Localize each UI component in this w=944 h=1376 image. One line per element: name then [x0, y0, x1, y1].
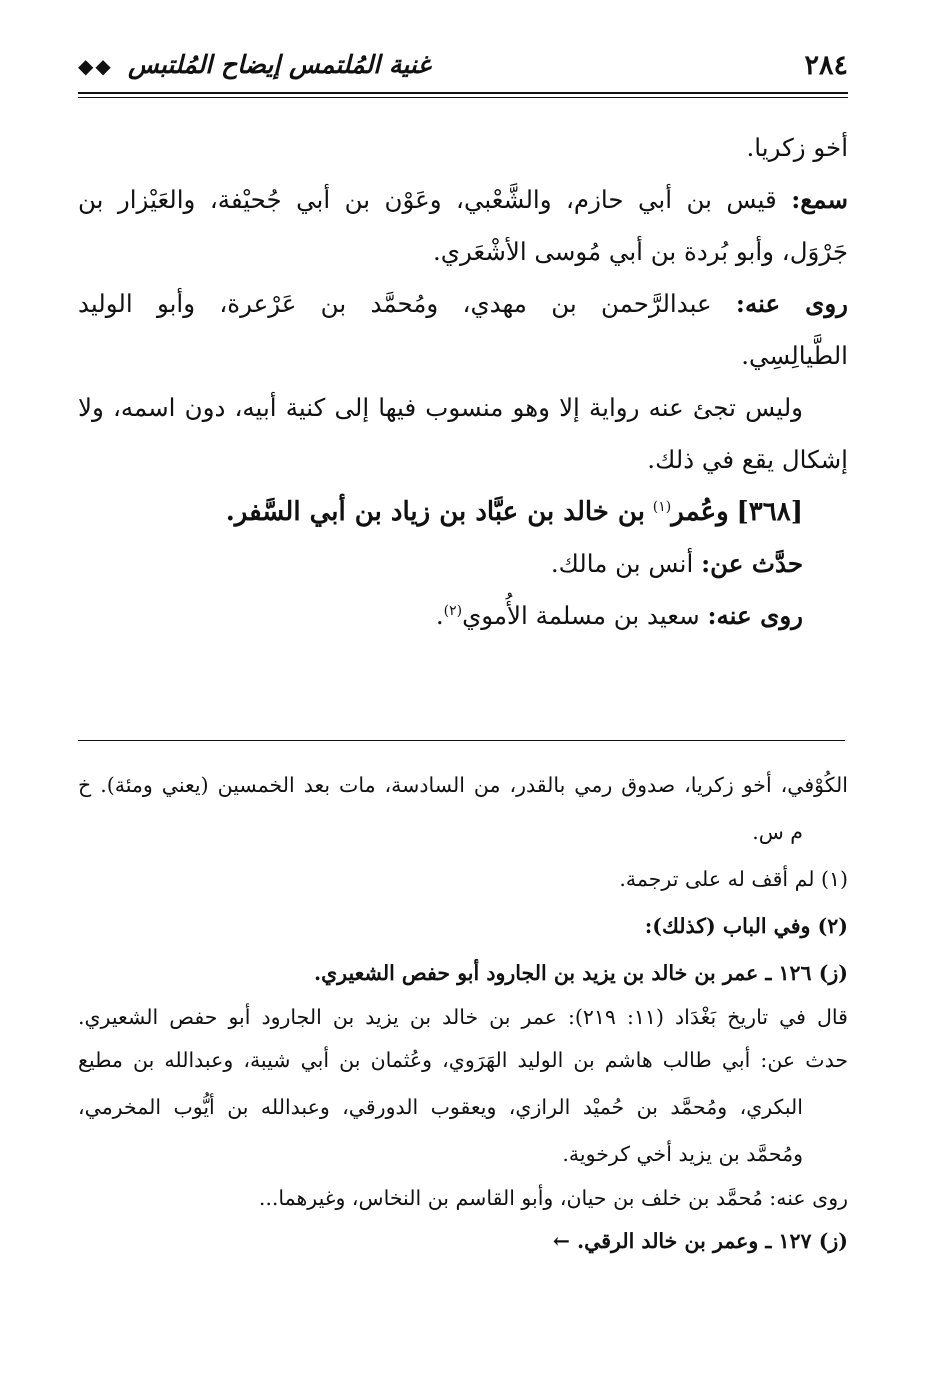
- footnote-2: (٢) وفي الباب (كذلك):: [644, 914, 848, 938]
- footnote-divider: [78, 740, 845, 741]
- footnote-line: روى عنه: مُحمَّد بن خلف بن حيان، وأبو القاسم بن النخاس، وغيرهما...: [258, 1186, 848, 1210]
- footnote-entry: (ز) ١٢٦ ـ عمر بن خالد بن يزيد بن الجارود أبو حفص الشعيري.: [313, 961, 848, 985]
- diamond-ornament-icon: ◆◆: [78, 54, 113, 78]
- footnotes: [78, 762, 848, 1265]
- header-rule-thin: [78, 97, 848, 98]
- footnote-line: قال في تاريخ بَغْدَاد (١١: ٢١٩): عمر بن خالد بن يزيد بن الجارود أبو حفص الشعيري.: [78, 1005, 848, 1029]
- text-line: روى عنه: عبدالرَّحمن بن مهدي، ومُحمَّد بن عَرْعرة، وأبو الوليد: [78, 289, 848, 318]
- text-line: وليس تجئ عنه رواية إلا وهو منسوب فيها إلى كنية أبيه، دون اسمه، ولا: [78, 393, 803, 422]
- entry-name: وعُمر: [671, 497, 729, 527]
- main-text: [78, 122, 848, 642]
- running-title: غنية المُلتمس إيضاح المُلتبس: [128, 50, 431, 79]
- text-line: روى عنه: سعيد بن مسلمة الأُموي$^{(٢)}$.: [435, 601, 803, 630]
- text-line: سمع: قيس بن أبي حازم، والشَّعْبي، وعَوْن بن أبي جُحيْفة، والعَيْزار بن: [78, 185, 848, 214]
- footnote-1: (١) لم أقف له على ترجمة.: [619, 867, 848, 891]
- text-line: أخو زكريا.: [746, 133, 848, 162]
- footnote-line: البكري، ومُحمَّد بن حُميْد الرازي، ويعقوب الدورقي، وعبدالله بن أيُّوب المخرمي،: [78, 1095, 803, 1119]
- field-label: روى عنه:: [735, 289, 848, 318]
- text-line: إشكال يقع في ذلك.: [647, 445, 848, 474]
- footnote-ref[interactable]: (١): [652, 498, 672, 515]
- entry-heading: [٣٦٨] وعُمر$^{(١)}$ بن خالد بن عبَّاد بن زياد بن أبي السَّفر.: [225, 497, 803, 527]
- footnote-line: م س.: [752, 820, 803, 844]
- entry-number: [٣٦٨]: [736, 497, 803, 527]
- footnote-ref[interactable]: (٢): [443, 602, 463, 619]
- field-label: سمع:: [791, 185, 848, 214]
- text-line: حدَّث عن: أنس بن مالك.: [550, 549, 803, 578]
- footnote-entry: (ز) ١٢٧ ـ وعمر بن خالد الرقي. ←: [552, 1229, 848, 1253]
- footnote-line: ومُحمَّد بن يزيد أخي كرخوية.: [562, 1142, 803, 1166]
- header-rule: [78, 92, 848, 94]
- footnote-line: الكُوْفي، أخو زكريا، صدوق رمي بالقدر، من السادسة، مات بعد الخمسين (يعني ومئة). خ: [78, 773, 848, 797]
- footnote-line: حدث عن: أبي طالب هاشم بن الوليد الهَرَوي، وعُثمان بن أبي شيبة، وعبدالله بن مطيع: [78, 1048, 848, 1072]
- text-line: جَرْوَل، وأبو بُردة بن أبي مُوسى الأشْعَري.: [433, 237, 848, 266]
- field-label: روى عنه:: [707, 601, 803, 630]
- text-line: الطَّيالِسِي.: [741, 341, 848, 370]
- left-arrow-icon: ←: [552, 1229, 570, 1253]
- page-header: [78, 50, 848, 90]
- field-label: حدَّث عن:: [701, 549, 803, 578]
- page-number: ٢٨٤: [804, 50, 848, 81]
